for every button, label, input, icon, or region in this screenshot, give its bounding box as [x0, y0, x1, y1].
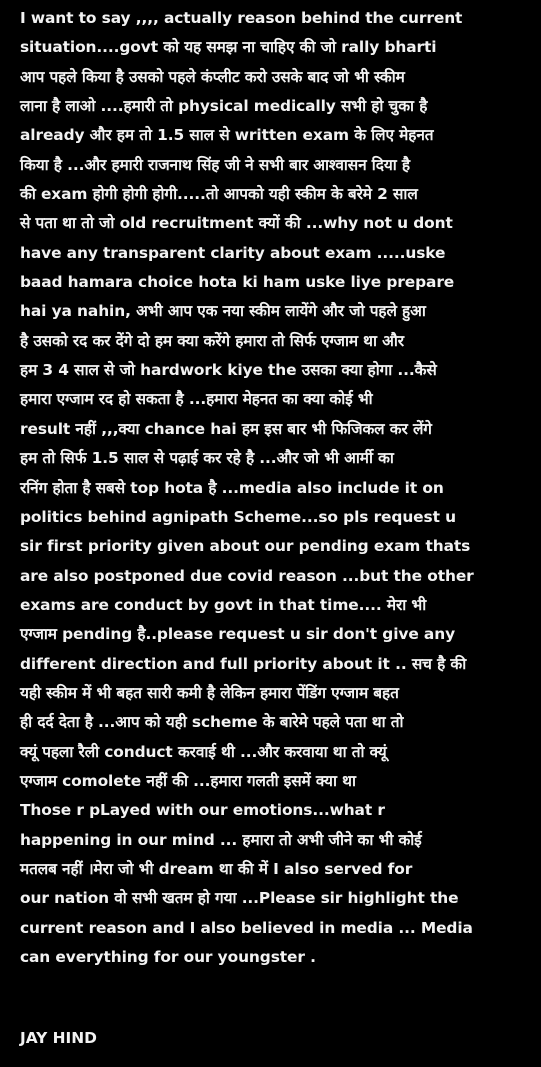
- post-line: different direction and full priority about it .. सच है की: [20, 654, 467, 673]
- post-line: Those r pLayed with our emotions...what r: [20, 801, 385, 820]
- post-line: आप पहले किया है उसको पहले कंप्लीट करो उसके बाद जो भी स्कीम: [20, 67, 405, 86]
- post-line: happening in our mind ... हमारा तो अभी जीने का भी कोई: [20, 830, 422, 849]
- post-line: sir first priority given about our pending exam thats: [20, 537, 471, 556]
- post-line: result नहीं ,,,क्या chance hai हम इस बार भी फिजिकल कर लेंगे: [20, 419, 432, 438]
- post-line: ही दर्द देता है ...आप को यही scheme के बारेमे पहले पता था तो: [20, 713, 404, 732]
- post-line: क्यूं पहला रैली conduct करवाई थी ...और करवाया था तो क्यूं: [20, 742, 387, 761]
- post-line: baad hamara choice hota ki ham uske liye prepare: [20, 273, 455, 292]
- post-line: exams are conduct by govt in that time.... मेरा भी: [20, 595, 427, 614]
- post-line: मतलब नहीं ।मेरा जो भी dream था की में I also served for: [20, 859, 413, 878]
- post-body: [20, 4, 530, 972]
- post-line: I want to say ,,,, actually reason behind the current: [20, 9, 463, 27]
- post-line: की exam होगी होगी होगी.....तो आपको यही स्कीम के बरेमे 2 साल: [20, 185, 418, 204]
- post-line: already और हम तो 1.5 साल से written exam के लिए मेहनत: [20, 126, 434, 145]
- post-line: are also postponed due covid reason ...but the other: [20, 566, 474, 585]
- post-line: hai ya nahin, अभी आप एक नया स्कीम लायेंगे और जो पहले हुआ: [20, 302, 426, 321]
- post-line: current reason and I also believed in media ... Media: [20, 918, 473, 937]
- post-line: politics behind agnipath Scheme...so pls request u: [20, 507, 456, 526]
- post-line: हम तो सिर्फ 1.5 साल से पढ़ाई कर रहे है ...और जो भी आर्मी का: [20, 449, 394, 468]
- signoff-text: JAY HIND: [20, 1029, 97, 1047]
- post-line: लाना है लाओ ....हमारी तो physical medically सभी हो चुका है: [20, 97, 428, 116]
- post-line: किया है ...और हमारी राजनाथ सिंह जी ने सभी बार आश्वासन दिया है: [20, 155, 410, 174]
- post-line: have any transparent clarity about exam .....uske: [20, 243, 446, 262]
- post-line: situation....govt को यह समझ ना चाहिए की जो rally bharti: [20, 38, 437, 57]
- post-line: यही स्कीम में भी बहत सारी कमी है लेकिन हमारा पेंडिंग एग्जाम बहत: [20, 683, 399, 702]
- post-line: से पता था तो जो old recruitment क्यों की ...why not u dont: [20, 214, 453, 233]
- post-line: है उसको रद कर देंगे दो हम क्या करेंगे हमारा तो सिर्फ एग्जाम था और: [20, 331, 405, 350]
- post-line: रनिंग होता है सबसे top hota है ...media also include it on: [20, 478, 444, 497]
- post-line: एग्जाम comolete नहीं की ...हमारा गलती इसमें क्या था: [20, 771, 356, 790]
- post-line: हम 3 4 साल से जो hardwork kiye the उसका क्या होगा ...कैसे: [20, 361, 437, 380]
- post-line: our nation वो सभी खतम हो गया ...Please sir highlight the: [20, 889, 459, 908]
- post-line: can everything for our youngster .: [20, 948, 316, 966]
- post-line: हमारा एग्जाम रद हो सकता है ...हमारा मेहनत का क्या कोई भी: [20, 390, 373, 409]
- post-line: एग्जाम pending है..please request u sir don't give any: [20, 625, 455, 644]
